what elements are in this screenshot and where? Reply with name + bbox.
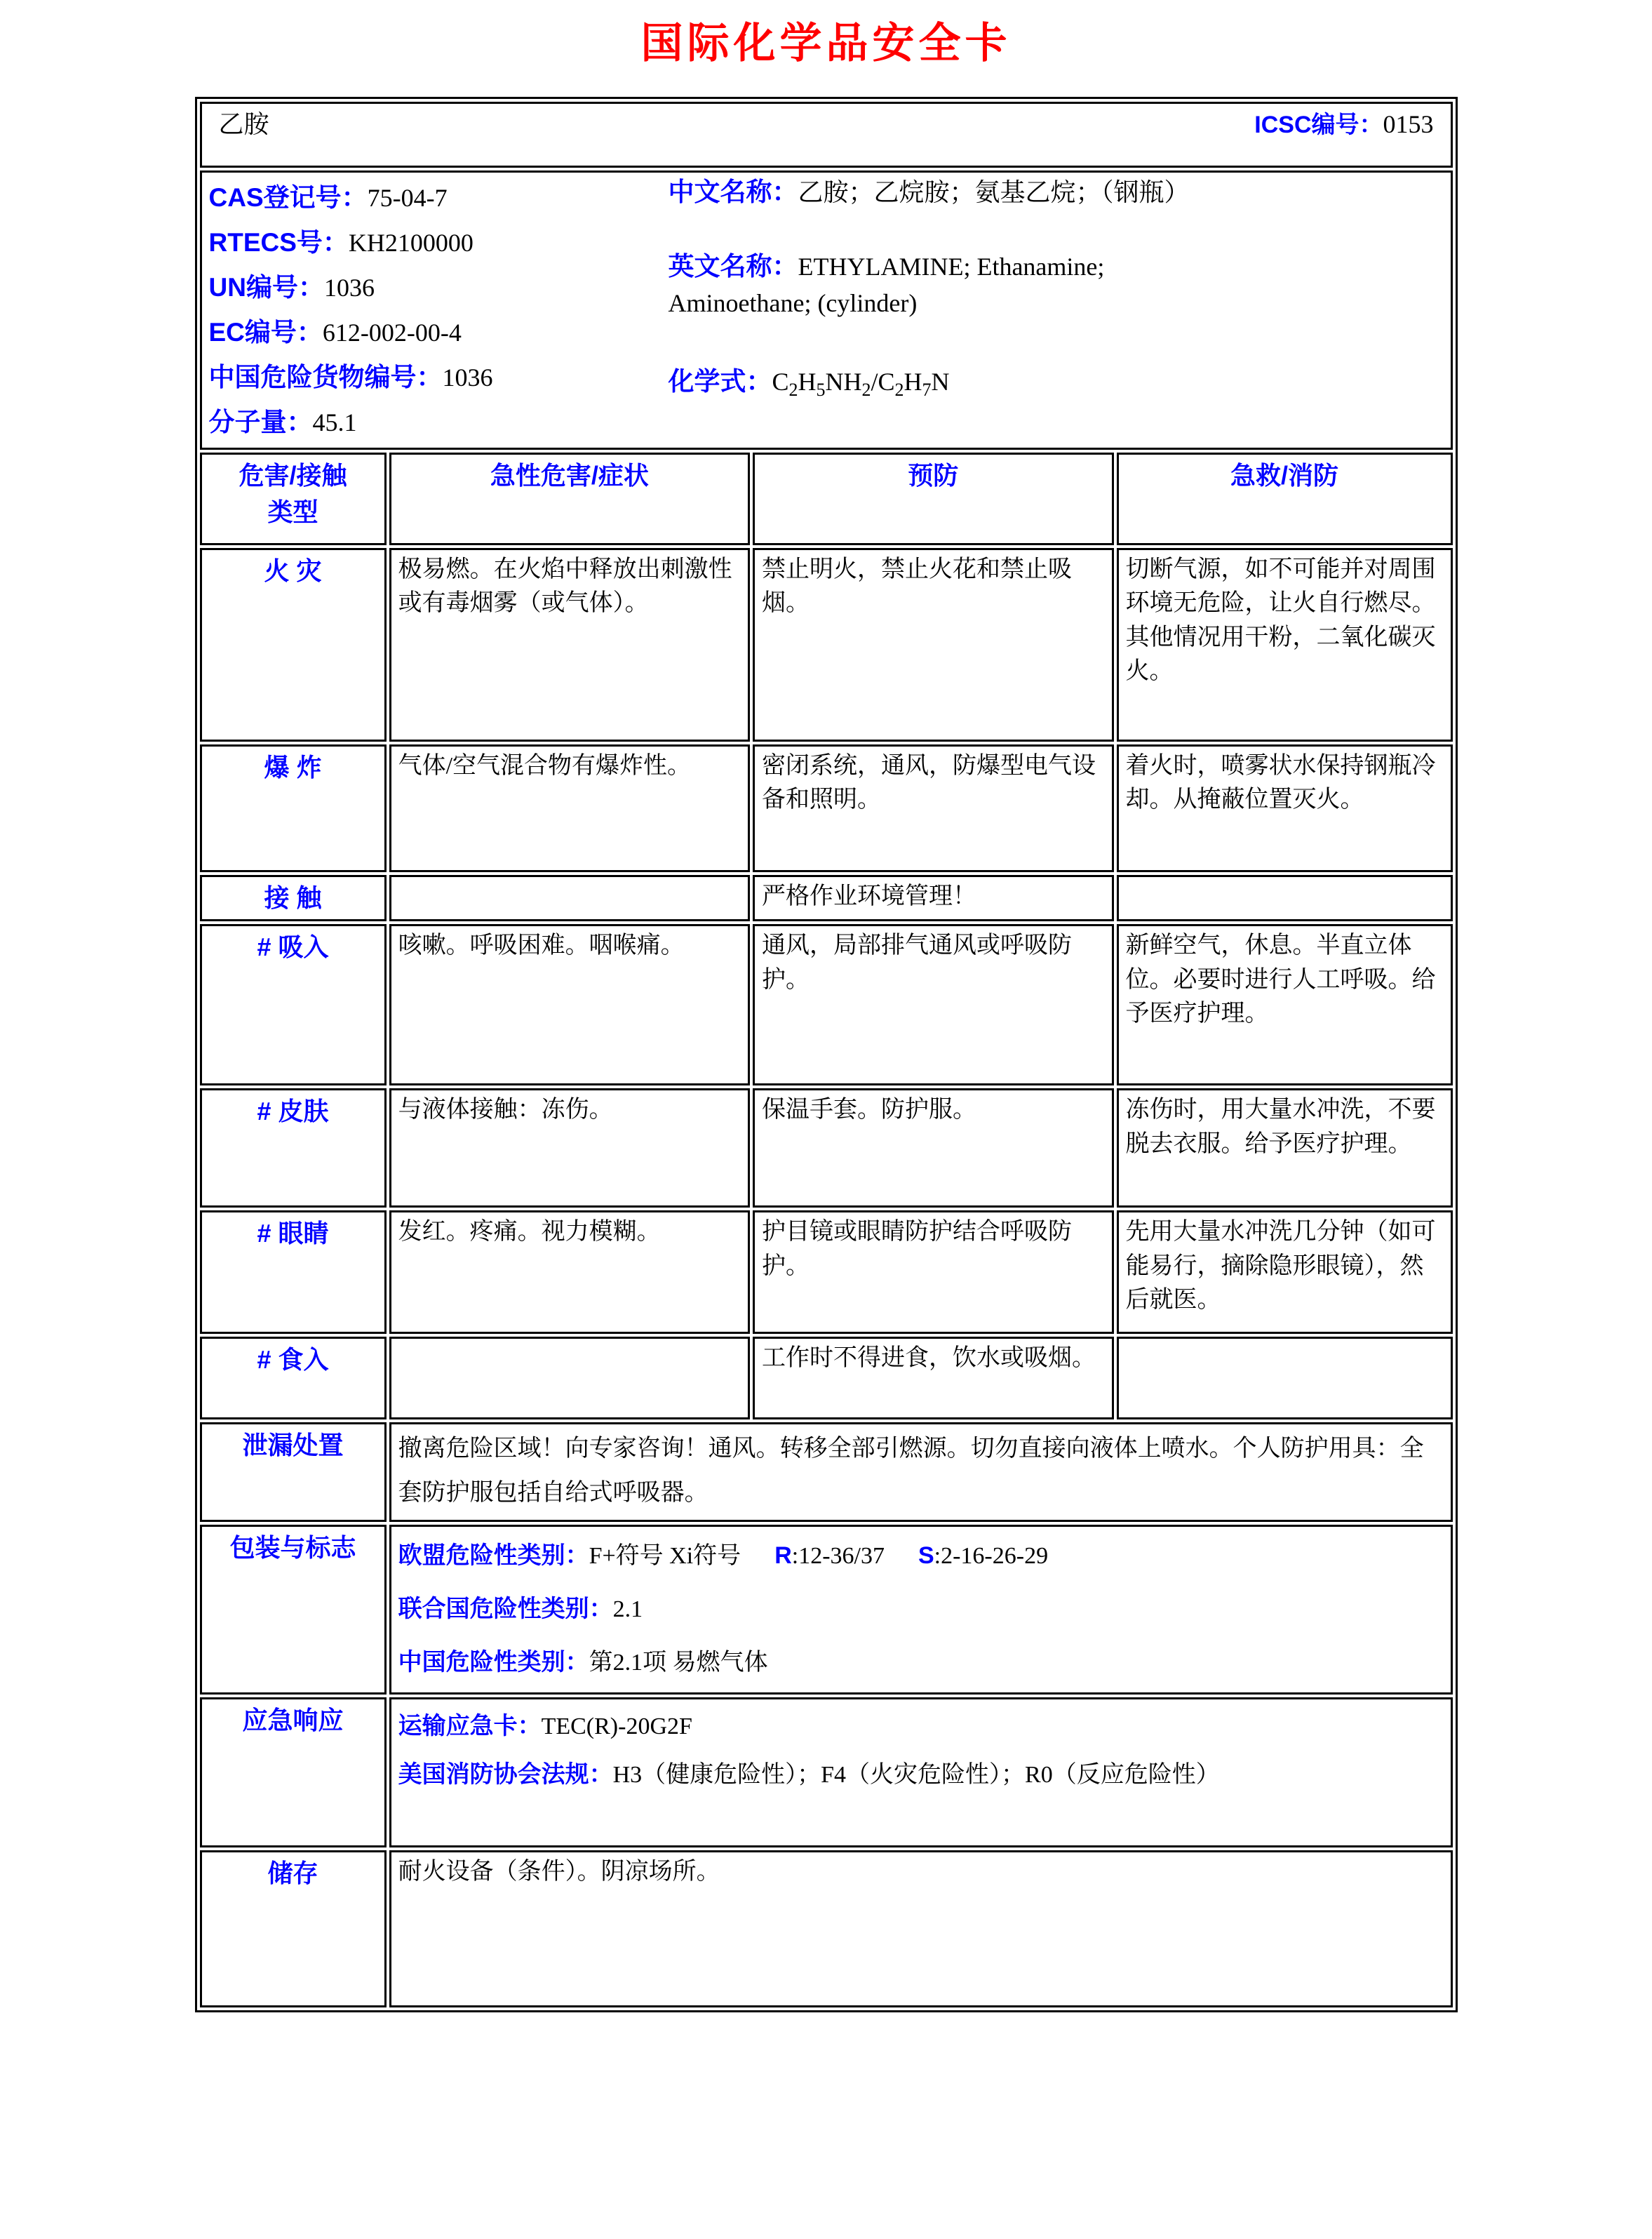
hazard-row-explosion [200, 744, 1453, 872]
emergency-response-cell [389, 1697, 1453, 1847]
fire-response-cell: 切断气源，如不可能并对周围环境无危险，让火自行燃尽。其他情况用干粉，二氧化碳灭火。 [1117, 548, 1453, 742]
storage-row [200, 1850, 1453, 2007]
inhalation-symptoms-cell: 咳嗽。呼吸困难。咽喉痛。 [389, 924, 750, 1085]
identity-row [200, 171, 1453, 450]
cas-number-line: CAS登记号：75-04-7 [208, 183, 448, 212]
ingestion-type-label: # 食入 [200, 1337, 387, 1419]
transport-emergency-card-line: 运输应急卡：TEC(R)-20G2F [398, 1712, 692, 1739]
fire-type-label: 火 灾 [200, 548, 387, 742]
spill-disposal-text-cell: 撤离危险区域！向专家咨询！通风。转移全部引燃源。切勿直接向液体上喷水。个人防护用具：全套防护服包括自给式呼吸器。 [389, 1422, 1453, 1522]
hazard-row-inhalation [200, 924, 1453, 1085]
storage-label: 储存 [200, 1850, 387, 2007]
spill-disposal-row [200, 1422, 1453, 1522]
substance-name: 乙胺 [218, 110, 269, 138]
icsc-number-label: ICSC编号： [1254, 112, 1383, 138]
hazard-row-eyes [200, 1210, 1453, 1334]
nfpa-code-line: 美国消防协会法规：H3（健康危险性）；F4（火灾危险性）；R0（反应危险性） [398, 1761, 1220, 1789]
english-name-line: 英文名称：ETHYLAMINE; Ethanamine; Aminoethane; (cylinder) [668, 252, 1105, 317]
explosion-response-cell: 着火时，喷雾状水保持钢瓶冷却。从掩蔽位置灭火。 [1117, 744, 1453, 872]
inhalation-response-cell: 新鲜空气，休息。半直立体位。必要时进行人工呼吸。给予医疗护理。 [1117, 924, 1453, 1085]
inhalation-type-label: # 吸入 [200, 924, 387, 1085]
ec-number-line: EC编号：612-002-00-4 [208, 318, 462, 347]
chemical-formula: $C_2H_5NH_2/C_2H_7N$ [772, 368, 950, 401]
rtecs-number-line: RTECS号：KH2100000 [208, 228, 474, 257]
packaging-labelling-label: 包装与标志 [200, 1525, 387, 1694]
eyes-response-cell: 先用大量水冲洗几分钟（如可能易行，摘除隐形眼镜），然后就医。 [1117, 1210, 1453, 1334]
skin-prevention-cell: 保温手套。防护服。 [753, 1088, 1113, 1208]
inhalation-prevention-cell: 通风，局部排气通风或呼吸防护。 [753, 924, 1113, 1085]
prevention-header: 预防 [753, 453, 1113, 545]
eyes-type-label: # 眼睛 [200, 1210, 387, 1334]
ingestion-prevention-cell: 工作时不得进食，饮水或吸烟。 [753, 1337, 1113, 1419]
chemical-formula-line: 化学式：$C_2H_5NH_2/C_2H_7N$ [668, 367, 950, 401]
eyes-prevention-cell: 护目镜或眼睛防护结合呼吸防护。 [753, 1210, 1113, 1334]
skin-response-cell: 冻伤时，用大量水冲洗，不要脱去衣服。给予医疗护理。 [1117, 1088, 1453, 1208]
explosion-type-label: 爆 炸 [200, 744, 387, 872]
icsc-number [1254, 107, 1433, 142]
ingestion-symptoms-cell [389, 1337, 750, 1419]
card-header-cell [200, 102, 1453, 168]
symptoms-header: 急性危害/症状 [389, 453, 750, 545]
eu-hazard-class-line: 欧盟危险性类别：F+符号 Xi符号 R:12-36/37 S:2-16-26-29 [398, 1542, 1049, 1570]
hazard-row-ingestion [200, 1337, 1453, 1419]
skin-symptoms-cell: 与液体接触：冻伤。 [389, 1088, 750, 1208]
explosion-symptoms-cell: 气体/空气混合物有爆炸性。 [389, 744, 750, 872]
china-dg-number-line: 中国危险货物编号：1036 [208, 363, 493, 392]
hazard-row-skin [200, 1088, 1453, 1208]
card-header-row [200, 102, 1453, 168]
eyes-symptoms-cell: 发红。疼痛。视力模糊。 [389, 1210, 750, 1334]
fire-prevention-cell: 禁止明火，禁止火花和禁止吸烟。 [753, 548, 1113, 742]
contact-type-label: 接 触 [200, 875, 387, 921]
fire-symptoms-cell: 极易燃。在火焰中释放出刺激性或有毒烟雾（或气体）。 [389, 548, 750, 742]
molecular-weight-line: 分子量：45.1 [208, 408, 357, 436]
storage-text-cell: 耐火设备（条件）。阴凉场所。 [389, 1850, 1453, 2007]
hazard-header-row [200, 453, 1453, 545]
icsc-number-value: 0153 [1383, 110, 1434, 138]
china-hazard-class-line: 中国危险性类别：第2.1项 易燃气体 [398, 1648, 768, 1676]
un-hazard-class-line: 联合国危险性类别：2.1 [398, 1596, 643, 1623]
icsc-card-table [195, 97, 1458, 2012]
ingestion-response-cell [1117, 1337, 1453, 1419]
skin-type-label: # 皮肤 [200, 1088, 387, 1208]
chinese-name-line: 中文名称：乙胺；乙烷胺；氨基乙烷；（钢瓶） [668, 178, 1190, 206]
emergency-response-row [200, 1697, 1453, 1847]
hazard-row-fire [200, 548, 1453, 742]
explosion-prevention-cell: 密闭系统，通风，防爆型电气设备和照明。 [753, 744, 1113, 872]
packaging-labelling-row [200, 1525, 1453, 1694]
contact-symptoms-cell [389, 875, 750, 921]
identity-names-column [669, 175, 1444, 445]
hazard-row-contact [200, 875, 1453, 921]
emergency-response-label: 应急响应 [200, 1697, 387, 1847]
packaging-labelling-cell [389, 1525, 1453, 1694]
response-header: 急救/消防 [1117, 453, 1453, 545]
identity-cell [200, 171, 1453, 450]
un-number-line: UN编号：1036 [208, 273, 375, 302]
spill-disposal-label: 泄漏处置 [200, 1422, 387, 1522]
hazard-type-header: 危害/接触 类型 [200, 453, 387, 545]
contact-response-cell [1117, 875, 1453, 921]
contact-prevention-cell: 严格作业环境管理！ [753, 875, 1113, 921]
identity-ids-column [209, 175, 669, 445]
page-title: 国际化学品安全卡 [640, 20, 1012, 67]
